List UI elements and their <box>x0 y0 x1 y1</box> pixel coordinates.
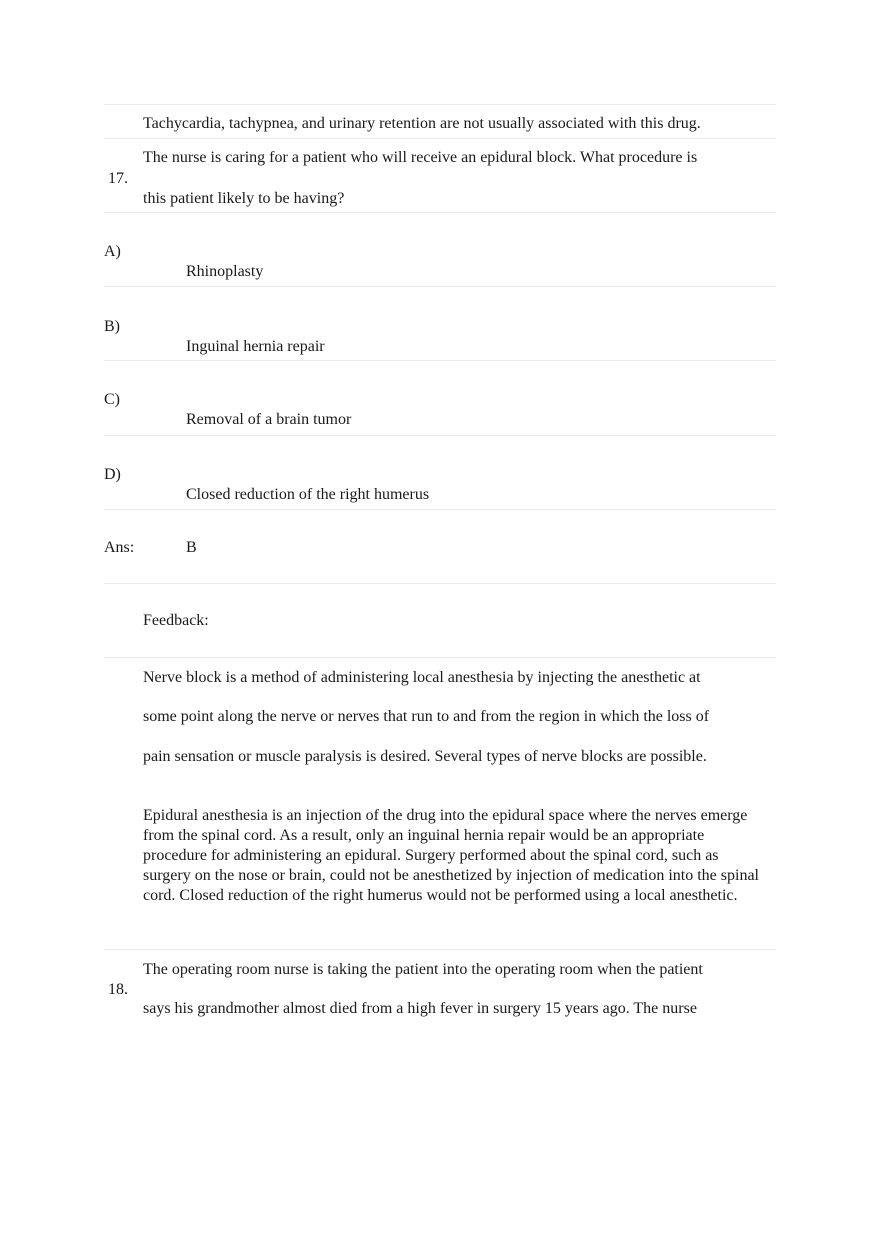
row-divider <box>104 104 776 105</box>
row-divider <box>104 435 776 436</box>
option-d-letter: D) <box>104 466 121 483</box>
feedback-paragraph-1-line-2: some point along the nerve or nerves that run to and from the region in which the loss of <box>143 708 710 725</box>
row-divider <box>104 138 776 139</box>
option-b-letter: B) <box>104 318 120 335</box>
previous-feedback-text: Tachycardia, tachypnea, and urinary retention are not usually associated with this drug. <box>143 115 701 132</box>
feedback-paragraph-1-line-1: Nerve block is a method of administering local anesthesia by injecting the anesthetic at <box>143 669 701 686</box>
answer-label: Ans: <box>104 539 135 556</box>
row-divider <box>104 360 776 361</box>
option-c-text: Removal of a brain tumor <box>186 411 352 428</box>
question-17-number: 17. <box>108 170 128 187</box>
feedback-label: Feedback: <box>143 612 209 629</box>
row-divider <box>104 286 776 287</box>
row-divider <box>104 509 776 510</box>
feedback-paragraph-1-line-3: pain sensation or muscle paralysis is desired. Several types of nerve blocks are possible. <box>143 748 707 765</box>
option-a-text: Rhinoplasty <box>186 263 264 280</box>
option-a-letter: A) <box>104 243 121 260</box>
feedback-paragraph-2: Epidural anesthesia is an injection of the drug into the epidural space where the nerves emerge from the spinal cord. As a result, only an inguinal hernia repair would be an appropriate procedure for administering an epidural. Surgery performed about the spinal cord, such as surgery on the nose or brain, could not be anesthetized by injection of medication into the spinal cord. Closed reduction of the right humerus would not be performed using a local anesthetic. <box>143 807 759 904</box>
answer-value: B <box>186 539 197 556</box>
question-18-stem-line-1: The operating room nurse is taking the patient into the operating room when the patient <box>143 961 703 978</box>
option-d-text: Closed reduction of the right humerus <box>186 486 430 503</box>
question-17-stem-line-2: this patient likely to be having? <box>143 190 345 207</box>
row-divider <box>104 583 776 584</box>
question-18-number: 18. <box>108 981 128 998</box>
question-17-stem-line-1: The nurse is caring for a patient who will receive an epidural block. What procedure is <box>143 149 698 166</box>
row-divider <box>104 657 776 658</box>
option-c-letter: C) <box>104 391 120 408</box>
row-divider <box>104 949 776 950</box>
row-divider <box>104 212 776 213</box>
option-b-text: Inguinal hernia repair <box>186 338 325 355</box>
question-18-stem-line-2: says his grandmother almost died from a high fever in surgery 15 years ago. The nurse <box>143 1000 697 1017</box>
